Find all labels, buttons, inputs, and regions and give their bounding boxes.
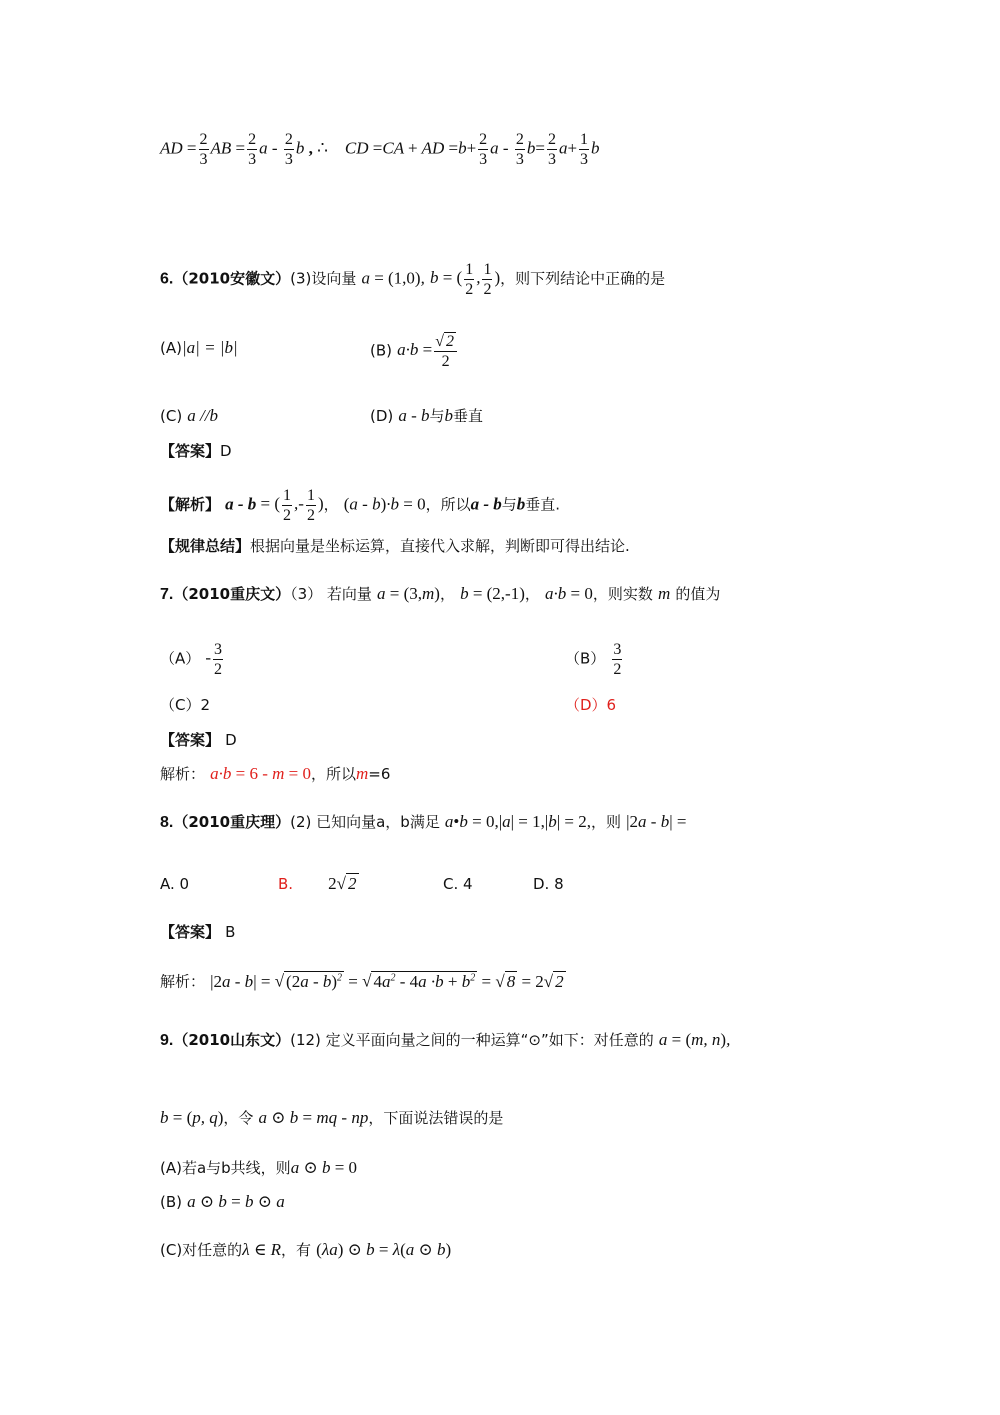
q8-option-b: B. 2√ 2: [278, 874, 357, 893]
q6-analysis-tail3: 垂直.: [525, 495, 561, 514]
q8-answer-value: B: [225, 923, 236, 941]
q9-option-b-label: (B): [160, 1193, 182, 1211]
q8-option-a: A. 0: [160, 875, 190, 893]
q8-analysis-label: 解析：: [160, 972, 206, 991]
q6-summary-text: 根据向量是坐标运算，直接代入求解，判断即可得出结论.: [250, 537, 630, 555]
q7-stem: 7.（2010重庆文）（3） 若向量 a = (3,m)， b = (2,-1)， a·b = 0，则实数 m 的值为: [160, 584, 721, 603]
q6-stem-prefix: (3)设向量: [290, 269, 357, 288]
q7-option-c: （C）2: [160, 696, 211, 714]
q7-stem-mid3: ，则实数: [592, 585, 653, 603]
q7-analysis: 解析： a·b = 6 - m = 0，所以m=6: [160, 764, 391, 783]
q6-option-a-label: (A): [160, 339, 182, 357]
q7-option-a-label: （A）: [160, 649, 201, 668]
q6-option-c: (C) a //b: [160, 406, 218, 425]
q7-source: （2010重庆文）: [173, 585, 291, 603]
q7-stem-mid1: ，: [439, 585, 455, 603]
q7-analysis-mid: ，所以: [310, 765, 356, 783]
q6-option-d-label: (D): [370, 407, 394, 425]
q7-answer-label: 【答案】: [160, 731, 221, 749]
q6-analysis-tail1: ，所以: [425, 495, 471, 514]
q6-option-b-label: (B): [370, 341, 392, 360]
q9-option-a-prefix: (A)若a与b共线，则: [160, 1159, 291, 1177]
q6-summary-label: 【规律总结】: [160, 537, 251, 555]
q7-option-b-label: （B）: [565, 649, 606, 668]
q7-stem-prefix: （3） 若向量: [290, 585, 372, 603]
q8-stem-mid: ，则: [591, 813, 622, 831]
q6-analysis-tail2: 与: [501, 495, 517, 514]
q6-option-d: (D) a - b与b垂直: [370, 406, 484, 425]
q6-source: （2010安徽文）: [173, 269, 291, 288]
q9-option-b: (B) a ⊙ b = b ⊙ a: [160, 1192, 285, 1211]
q6-summary: [160, 536, 630, 556]
q9-stem-line2-mid: ，令: [223, 1109, 254, 1127]
q9-option-a: (A)若a与b共线，则a ⊙ b = 0: [160, 1158, 358, 1177]
q7-answer: [160, 730, 237, 750]
q7-analysis-tail: =6: [368, 765, 391, 783]
q8-number: 8.: [160, 814, 174, 831]
q7-option-b: （B） $\frac{3}{2}$: [565, 641, 622, 678]
q8-option-c: C. 4: [443, 875, 473, 893]
q6-stem-suffix: ，则下列结论中正确的是: [500, 269, 666, 288]
q8-stem-prefix: (2) 已知向量a，b满足: [290, 813, 440, 831]
q9-option-c-mid: ，有: [281, 1241, 312, 1259]
q7-option-d: （D）6: [565, 696, 617, 714]
q9-stem-prefix: (12) 定义平面向量之间的一种运算“⊙”如下：对任意的: [290, 1031, 654, 1049]
q9-stem: 9.（2010山东文）(12) 定义平面向量之间的一种运算“⊙”如下：对任意的 a = (m, n),: [160, 1030, 731, 1049]
previous-solution-line: AD = $\frac{2}{3}$ AB = $\frac{2}{3}$ a - $\frac{2}{3}$ b , ∴ CD =CA + AD =b+ $\frac{2}{3}$ a - $\frac{2}{3}$ b= $\frac{2}{3}$ a+ $\frac{1}{3}$ b: [160, 131, 600, 168]
q7-number: 7.: [160, 586, 174, 603]
q6-stem: 6.（2010安徽文）(3)设向量 a = (1,0), b = ( $\frac{1}{2}$ , $\frac{1}{2}$ )，则下列结论中正确的是: [160, 261, 666, 298]
q9-source: （2010山东文）: [173, 1031, 291, 1049]
q7-stem-mid2: ，: [524, 585, 540, 603]
q6-option-c-label: (C): [160, 407, 183, 425]
q8-analysis: 解析： |2a - b| = √ (2a - b)$^2$ = √ $4a^2 - 4a \cdot b + b^2$ = √ 8 = 2√ 2: [160, 971, 564, 991]
q6-answer-label: 【答案】: [160, 442, 221, 460]
q6-analysis: 【解析】 a - b = ( $\frac{1}{2}$ ,- $\frac{1}{2}$ )， (a - b)·b = 0，所以a - b与b垂直.: [160, 487, 561, 524]
q8-answer: [160, 922, 235, 942]
q8-answer-label: 【答案】: [160, 923, 221, 941]
q7-stem-suffix: 的值为: [675, 585, 721, 603]
q6-answer-value: D: [220, 442, 232, 460]
q8-source: （2010重庆理）: [173, 813, 291, 831]
q6-option-d-tail: 垂直: [453, 407, 484, 425]
q7-option-a: （A） - $\frac{3}{2}$: [160, 641, 223, 678]
q7-analysis-label: 解析：: [160, 765, 206, 783]
q6-option-b: (B) a·b = $\frac{√ 2}{2}$: [370, 332, 459, 371]
q9-option-c: (C)对任意的λ ∈ R，有 (λa) ⊙ b = λ(a ⊙ b): [160, 1240, 452, 1259]
q9-stem-line2-suffix: ，下面说法错误的是: [368, 1109, 504, 1127]
q6-analysis-label: 【解析】: [160, 495, 221, 514]
q8-option-b-label: B.: [278, 875, 294, 893]
q8-stem: 8.（2010重庆理）(2) 已知向量a，b满足 a•b = 0,|a| = 1,|b| = 2,，则 |2a - b| =: [160, 812, 687, 831]
q6-option-d-text: 与: [429, 407, 445, 425]
q8-option-d: D. 8: [533, 875, 564, 893]
q7-answer-value: D: [225, 731, 237, 749]
q9-number: 9.: [160, 1032, 174, 1049]
q6-number: 6.: [160, 270, 174, 288]
q6-answer: [160, 441, 232, 461]
q9-stem-line2: b = (p, q)，令 a ⊙ b = mq - np，下面说法错误的是: [160, 1108, 504, 1127]
q6-options-ab: (A)|a| = |b|: [160, 338, 238, 357]
q6-analysis-mid: ，: [323, 495, 339, 514]
q9-option-c-prefix: (C)对任意的: [160, 1241, 243, 1259]
